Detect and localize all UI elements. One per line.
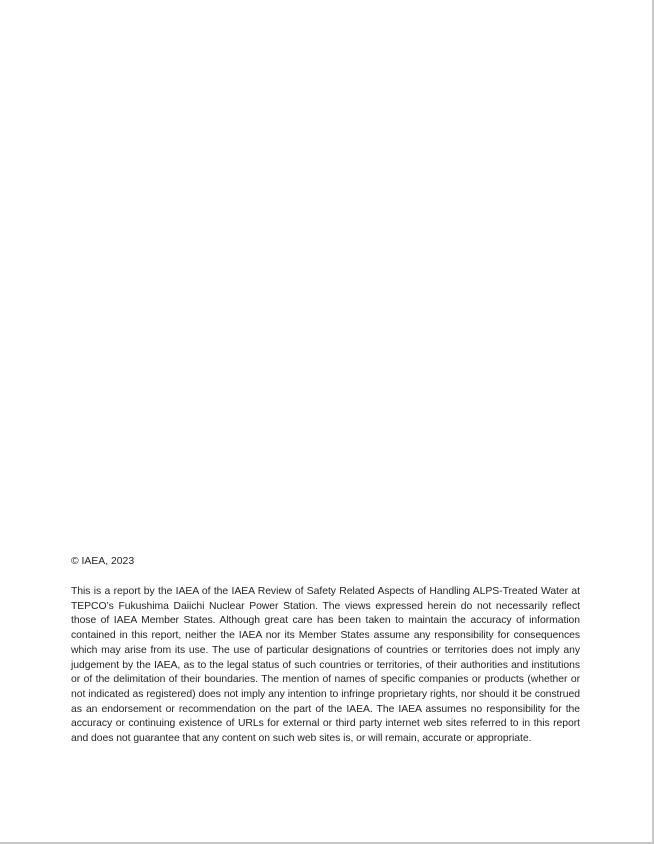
copyright-notice: © IAEA, 2023 (71, 556, 135, 567)
disclaimer-paragraph: This is a report by the IAEA of the IAEA Review of Safety Related Aspects of Handling ALPS-Treated Water at TEPCO’s Fukushima Daiichi Nuclear Power Station. The views expressed herein do not necessarily reflect those of IAEA Member States. Although great care has been taken to maintain the accuracy of information contained in this report, neither the IAEA nor its Member States assume any responsibility for consequences which may arise from its use. The use of particular designations of countries or territories does not imply any judgement by the IAEA, as to the legal status of such countries or territories, of their authorities and institutions or of the delimitation of their boundaries. The mention of names of specific companies or products (whether or not indicated as registered) does not imply any intention to infringe proprietary rights, nor should it be construed as an endorsement or recommendation on the part of the IAEA. The IAEA assumes no responsibility for the accuracy or continuing existence of URLs for external or third party internet web sites referred to in this report and does not guarantee that any content on such web sites is, or will remain, accurate or appropriate. (71, 586, 580, 745)
